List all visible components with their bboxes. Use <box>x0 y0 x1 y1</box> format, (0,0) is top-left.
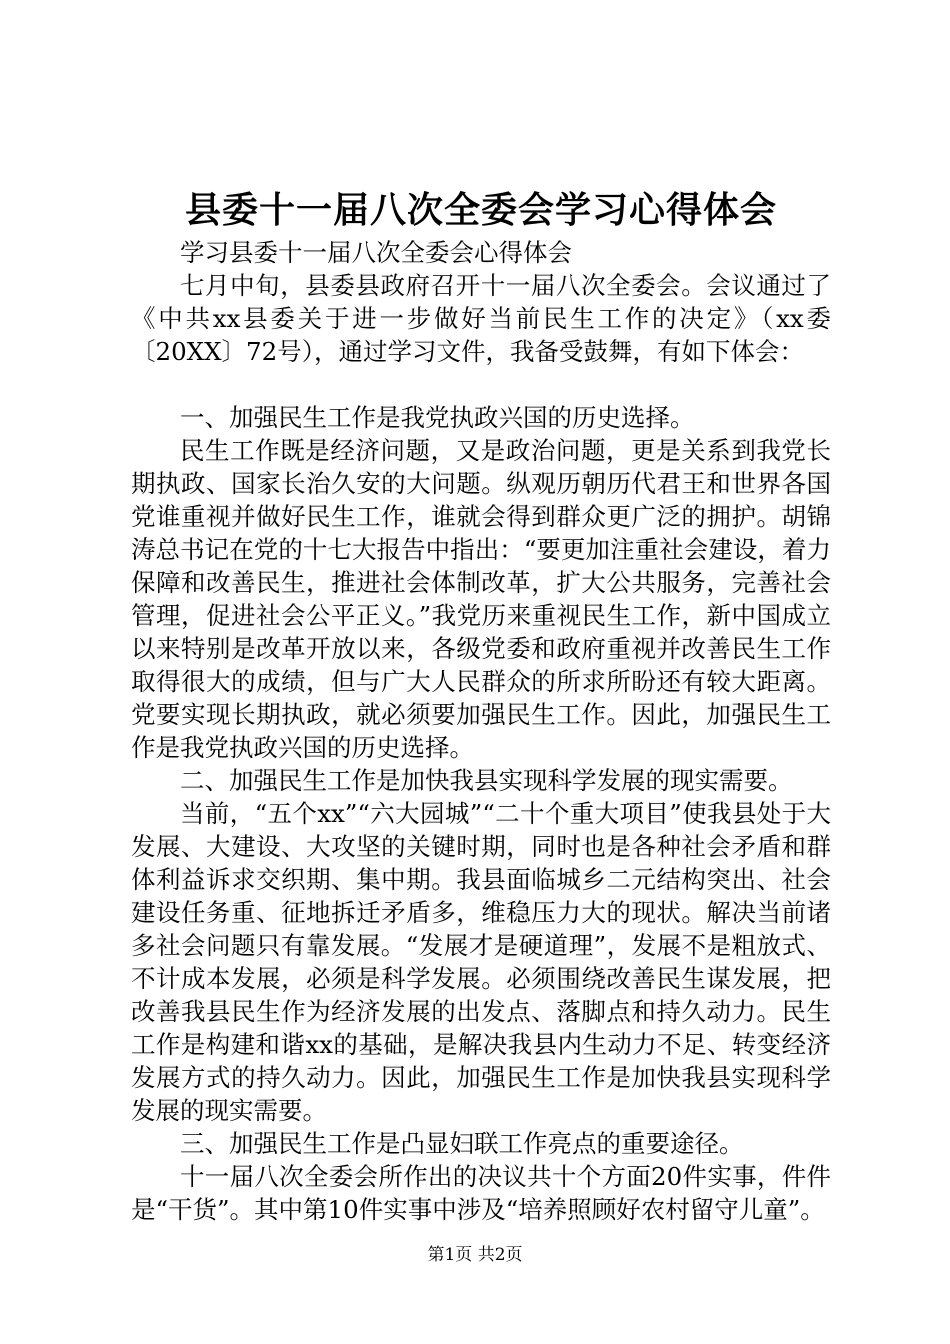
section-body-2: 当前，“五个xx”“六大园城”“二十个重大项目”使我县处于大发展、大建设、大攻坚的关键时期，同时也是各种社会矛盾和群体利益诉求交织期、集中期。我县面临城乡二元结构突出、社会建设任务重、征地拆迁矛盾多，维稳压力大的现状。解决当前诸多社会问题只有靠发展。“发展才是硬道理”，发展不是粗放式、不计成本发展，必须是科学发展。必须围绕改善民生谋发展，把改善我县民生作为经济发展的出发点、落脚点和持久动力。民生工作是构建和谐xx的基础，是解决我县内生动力不足、转变经济发展方式的持久动力。因此，加强民生工作是加快我县实现科学发展的现实需要。 <box>131 799 831 1125</box>
section-body-1: 民生工作既是经济问题，又是政治问题，更是关系到我党长期执政、国家长治久安的大问题。纵观历朝历代君王和世界各国党谁重视并做好民生工作，谁就会得到群众更广泛的拥护。胡锦涛总书记在党的十七大报告中指出：“要更加注重社会建设，着力保障和改善民生，推进社会体制改革，扩大公共服务，完善社会管理，促进社会公平正义。”我党历来重视民生工作，新中国成立以来特别是改革开放以来，各级党委和政府重视并改善民生工作取得很大的成绩，但与广大人民群众的所求所盼还有较大距离。党要实现长期执政，就必须要加强民生工作。因此，加强民生工作是我党执政兴国的历史选择。 <box>131 436 831 762</box>
section-body-3: 十一届八次全委会所作出的决议共十个方面20件实事，件件是“干货”。其中第10件实事中涉及“培养照顾好农村留守儿童”。 <box>131 1162 831 1224</box>
document-body <box>131 236 831 1226</box>
section-heading-2: 二、加强民生工作是加快我县实现科学发展的现实需要。 <box>180 766 793 795</box>
intro-paragraph: 七月中旬，县委县政府召开十一届八次全委会。会议通过了《中共xx县委关于进一步做好当前民生工作的决定》（xx委〔20XX〕72号），通过学习文件，我备受鼓舞，有如下体会： <box>131 271 831 366</box>
document-title: 县委十一届八次全委会学习心得体会 <box>184 189 777 231</box>
subtitle-paragraph: 学习县委十一届八次全委会心得体会 <box>180 238 572 267</box>
page-number-footer: 第1页 共2页 <box>427 1245 523 1265</box>
section-heading-3: 三、加强民生工作是凸显妇联工作亮点的重要途径。 <box>180 1129 744 1158</box>
section-heading-1: 一、加强民生工作是我党执政兴国的历史选择。 <box>180 403 695 432</box>
